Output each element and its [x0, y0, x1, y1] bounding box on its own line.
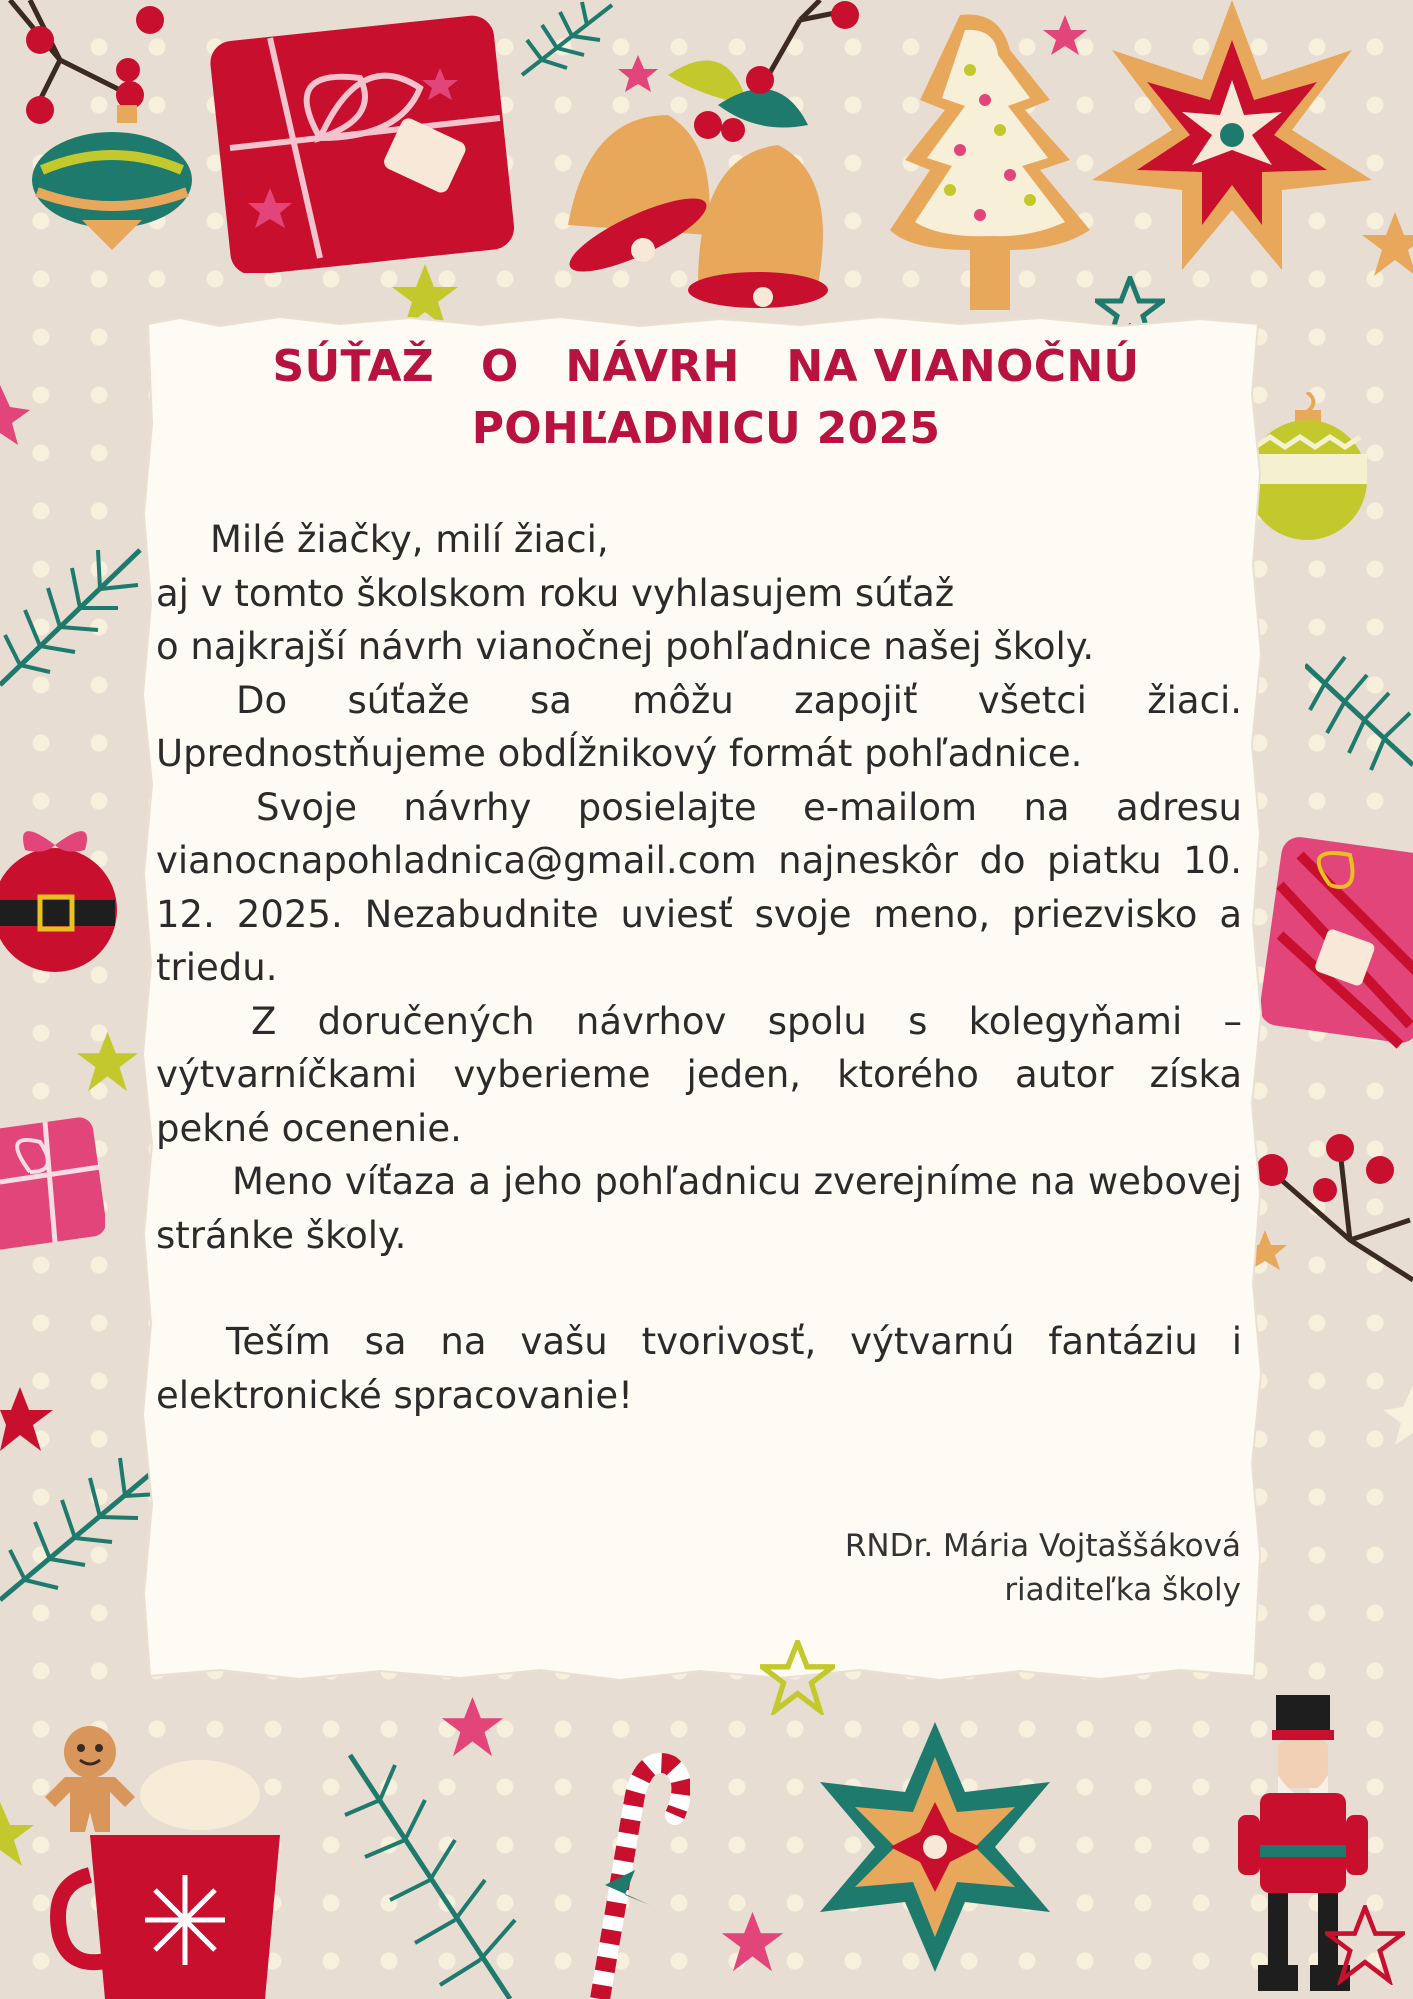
candy-cane-icon	[580, 1745, 690, 1999]
ornament-icon	[22, 100, 192, 250]
paragraph-winner: Meno víťaza a jeho pohľadnicu zverejníme na webovej stránke školy.	[156, 1160, 1242, 1257]
paragraph-selection: Z doručených návrhov spolu s kolegyňami – výtvarníčkami vyberieme jeden, ktorého autor získa pekné ocenenie.	[156, 999, 1242, 1150]
pine-branch-icon	[1305, 655, 1413, 775]
gingerbread-tree-icon	[880, 10, 1105, 320]
star-icon	[760, 1640, 835, 1715]
signature-name: RNDr. Mária Vojtaššáková	[844, 1528, 1241, 1564]
star-icon	[1325, 1905, 1405, 1985]
page-title	[156, 336, 1256, 460]
berries-icon	[740, 0, 870, 100]
paragraph-closing: Teším sa na vašu tvorivosť, výtvarnú fantáziu i elektronické spracovanie!	[156, 1320, 1242, 1417]
star-icon	[75, 1030, 140, 1095]
paragraph-intro-line-2: aj v tomto školskom roku vyhlasujem súťaž	[156, 571, 955, 615]
title-line-2: POHĽADNICU 2025	[471, 403, 941, 454]
signature	[845, 1524, 1241, 1612]
gift-icon	[0, 1112, 105, 1252]
paragraph-spacer	[156, 1262, 1242, 1315]
star-icon	[720, 1910, 785, 1975]
gift-icon	[1260, 825, 1413, 1050]
title-line-1: SÚŤAŽ O NÁVRH NA VIANOČNÚ	[272, 341, 1140, 392]
paragraph-submission: Svoje návrhy posielajte e-mailom na adresu vianocnapohladnica@gmail.com najneskôr do piatku 10. 12. 2025. Nezabudnite uviesť svoje meno, priezvisko a triedu.	[156, 785, 1242, 989]
pine-branch-icon	[340, 1745, 540, 1999]
star-icon	[1360, 210, 1413, 280]
paragraph-intro-line-3: o najkrajší návrh vianočnej pohľadnice našej školy.	[156, 625, 1095, 668]
pine-branch-icon	[0, 540, 145, 690]
star-icon	[1383, 1385, 1413, 1445]
star-icon	[0, 385, 30, 445]
signature-role: riaditeľka školy	[1004, 1572, 1241, 1608]
letter-body	[156, 513, 1242, 1422]
paragraph-eligibility: Do súťaže sa môžu zapojiť všetci žiaci. Uprednostňujeme obdĺžnikový formát pohľadnice.	[156, 678, 1242, 775]
pine-branch-icon	[0, 1450, 160, 1610]
star-icon	[0, 1800, 40, 1870]
greeting: Milé žiačky, milí žiaci,	[210, 518, 609, 561]
gift-icon	[210, 8, 520, 273]
star-ornament-icon	[1082, 0, 1382, 270]
star-icon	[0, 1385, 55, 1455]
cocoa-mug-icon	[50, 1745, 280, 1999]
star-ornament-icon	[810, 1722, 1060, 1972]
ornament-icon	[0, 805, 130, 975]
